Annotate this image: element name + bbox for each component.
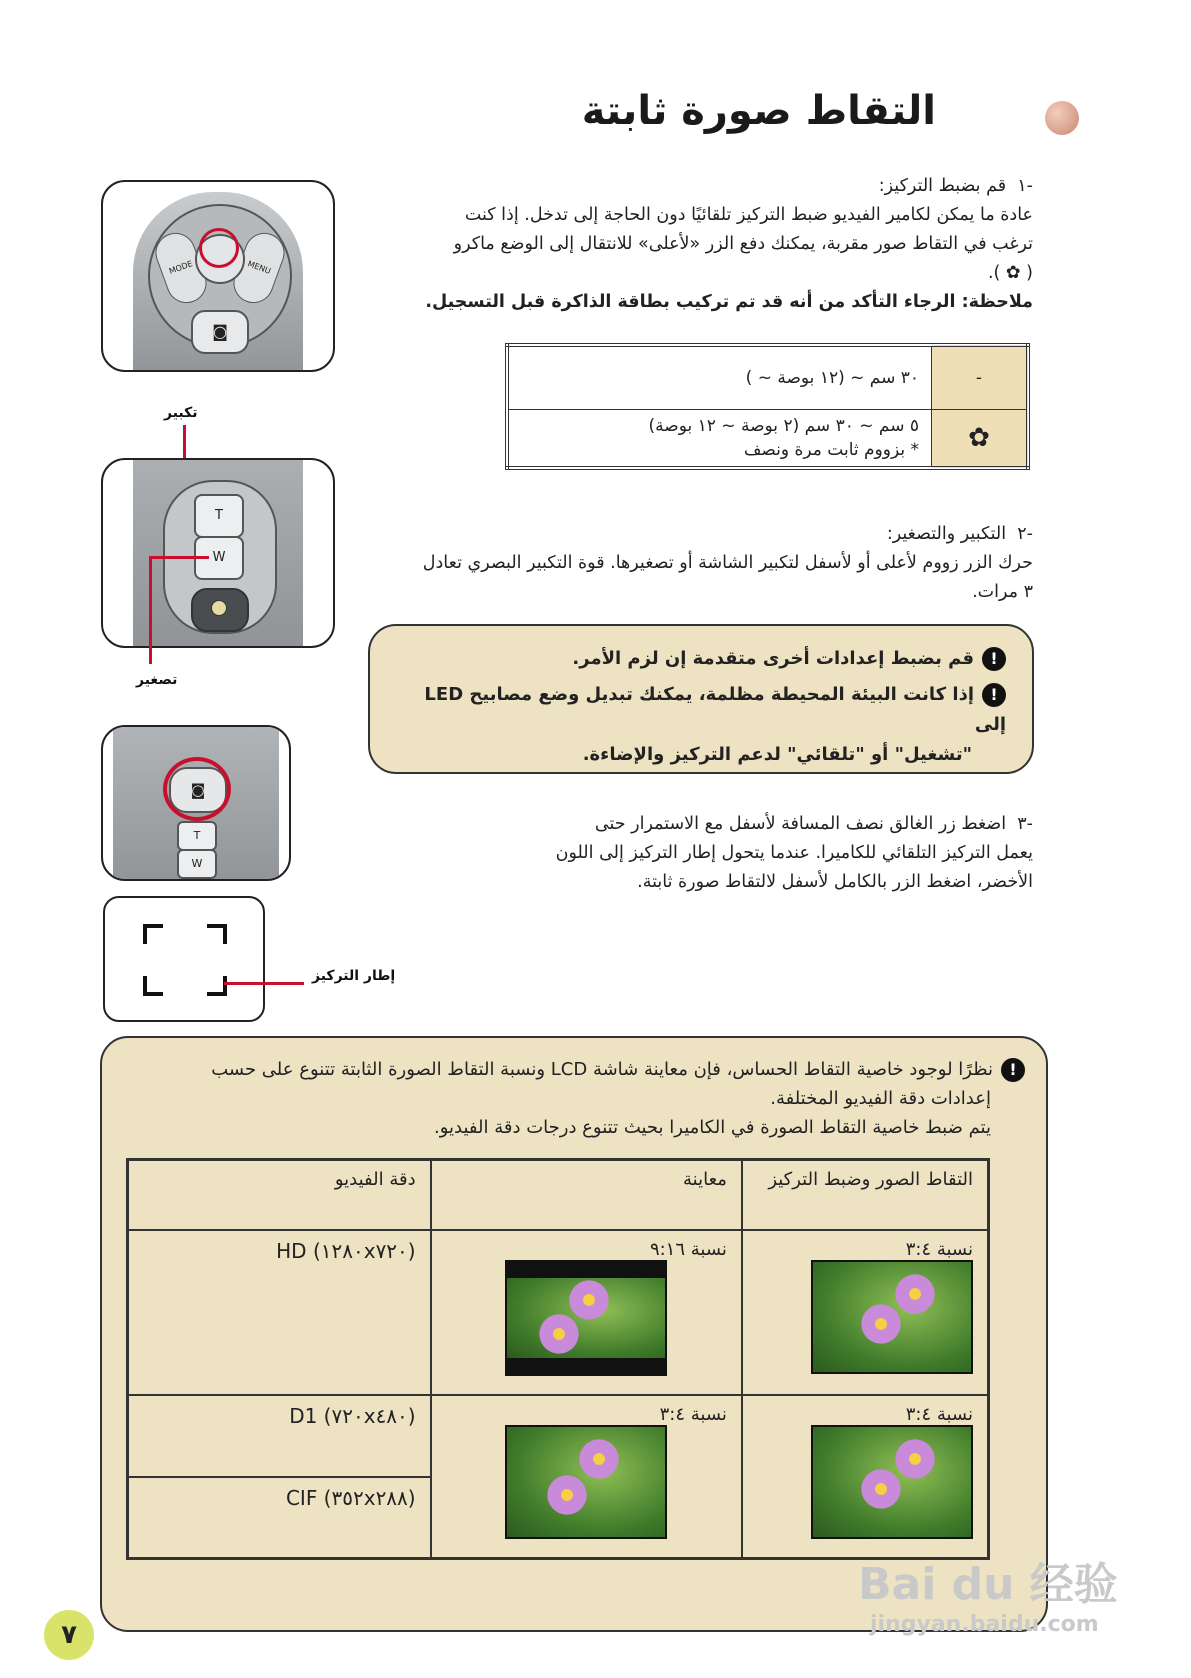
header-cell: معاينة: [431, 1160, 742, 1230]
step-2-heading: التكبير والتصغير:: [886, 524, 1007, 544]
info-line: يتم ضبط خاصية التقاط الصورة في الكاميرا بحيث تتنوع درجات دقة الفيديو.: [433, 1117, 991, 1138]
zoom-out-label: تصغير: [136, 672, 178, 688]
normal-mode-icon: -: [932, 345, 1029, 410]
resolution-info-text: [145, 1055, 1025, 1142]
page-number: ٧: [44, 1610, 94, 1660]
warning-icon: !: [1001, 1058, 1025, 1082]
info-line: !نظرًا لوجود خاصية التقاط الحساس، فإن معاينة شاشة LCD ونسبة التقاط الصورة الثابتة تتنوع على حسب: [145, 1055, 1025, 1084]
pointer-line: [149, 556, 152, 664]
ratio-label: نسبة ٣:٤: [659, 1403, 727, 1425]
flower-image: [577, 1437, 621, 1481]
focus-range-table: [505, 343, 1030, 470]
resolution-cell: CIF (٣٥٢x٢٨٨): [128, 1477, 431, 1559]
w-button: W: [194, 536, 244, 580]
watermark-logo: Bai du 经验: [858, 1559, 1118, 1610]
zoom-rocker-illustration: [101, 458, 335, 648]
shutter-button: ◙: [169, 767, 227, 813]
flower-image: [567, 1278, 611, 1322]
flower-image: [893, 1272, 937, 1316]
t-button: T: [177, 821, 217, 851]
flower-image: [859, 1302, 903, 1346]
watermark-url: jingyan.baidu.com: [870, 1612, 1099, 1637]
table-row: [507, 345, 1028, 410]
page-title: التقاط صورة ثابتة: [581, 88, 936, 134]
frame-corner: [207, 976, 227, 996]
w-button: W: [177, 849, 217, 879]
preview-cell: [431, 1395, 742, 1559]
flower-image: [537, 1312, 581, 1356]
zoom-in-label: تكبير: [164, 405, 198, 421]
step-2-number: -٢: [1017, 524, 1033, 544]
preview-thumbnail: [505, 1260, 667, 1376]
step-2-line: حرك الزر زووم لأعلى أو لأسفل لتكبير الشاشة أو تصغيرها. قوة التكبير البصري تعادل: [422, 553, 1033, 573]
table-row: [128, 1395, 989, 1477]
warning-icon: !: [982, 683, 1006, 707]
ratio-label: نسبة ٩:١٦: [649, 1238, 727, 1260]
info-line: إعدادات دقة الفيديو المختلفة.: [770, 1088, 991, 1109]
macro-icon: ✿: [932, 410, 1029, 469]
step-1-note: ملاحظة: الرجاء التأكد من أنه قد تم تركيب بطاقة الذاكرة قبل التسجيل.: [425, 292, 1033, 312]
camera-icon: ◙: [191, 310, 249, 354]
step-3-number: -٣: [1017, 814, 1033, 834]
tip-box-advanced: [368, 624, 1034, 774]
header-cell: دقة الفيديو: [128, 1160, 431, 1230]
tip-item: !إذا كانت البيئة المحيطة مظلمة، يمكنك تبديل وضع مصابيح LED إلى: [424, 684, 1006, 735]
ratio-label: نسبة ٣:٤: [905, 1238, 973, 1260]
menu-button: MENU: [228, 227, 290, 308]
resolution-table: [126, 1158, 990, 1560]
table-row: [507, 410, 1028, 469]
step-2-line: ٣ مرات.: [972, 582, 1033, 602]
capture-cell: [742, 1395, 989, 1559]
preview-cell: [431, 1230, 742, 1395]
capture-thumbnail: [811, 1425, 973, 1539]
flower-image: [893, 1437, 937, 1481]
pointer-line: [224, 982, 304, 985]
table-header-row: [128, 1160, 989, 1230]
highlight-circle: [199, 228, 239, 268]
frame-corner: [143, 924, 163, 944]
step-3: -٣ اضغط زر الغالق نصف المسافة لأسفل مع الاستمرار حتى يعمل التركيز التلقائي للكاميرا. عندما يتحول إطار التركيز إلى اللون الأخضر، اضغط الزر بالكامل لأسفل لالتقاط صورة ثابتة.: [473, 810, 1033, 897]
flower-image: [859, 1467, 903, 1511]
t-button: T: [194, 494, 244, 538]
range-text: ٣٠ سم ~ (١٢ بوصة ~ ): [507, 345, 932, 410]
header-cell: التقاط الصور وضبط التركيز: [742, 1160, 989, 1230]
step-3-line: يعمل التركيز التلقائي للكاميرا. عندما يتحول إطار التركيز إلى اللون: [555, 843, 1033, 863]
ratio-label: نسبة ٣:٤: [905, 1403, 973, 1425]
step-1-number: -١: [1017, 176, 1033, 196]
focus-frame-illustration: [103, 896, 265, 1022]
range-text: ٥ سم ~ ٣٠ سم (٢ بوصة ~ ١٢ بوصة) * بزووم ثابت مرة ونصف: [507, 410, 932, 469]
title-bullet-icon: [1045, 101, 1079, 135]
camera-dial-illustration: [101, 180, 335, 372]
record-dot-icon: [211, 600, 227, 616]
step-1-line: ( ✿ ).: [987, 263, 1033, 283]
tip-item: !قم بضبط إعدادات أخرى متقدمة إن لزم الأمر.: [390, 644, 1006, 674]
mode-button: MODE: [150, 227, 212, 308]
tip-item-continued: "تشغيل" أو "تلقائي" لدعم التركيز والإضاءة.: [582, 744, 972, 765]
frame-corner: [143, 976, 163, 996]
step-3-line: الأخضر، اضغط الزر بالكامل لأسفل لالتقاط صورة ثابتة.: [637, 872, 1033, 892]
resolution-cell: HD (١٢٨٠x٧٢٠): [128, 1230, 431, 1395]
preview-thumbnail: [505, 1425, 667, 1539]
capture-thumbnail: [811, 1260, 973, 1374]
step-1-line: ترغب في التقاط صور مقربة، يمكنك دفع الزر «لأعلى» للانتقال إلى الوضع ماكرو: [453, 234, 1033, 254]
step-2: [333, 520, 1033, 607]
highlight-circle: [163, 757, 231, 821]
pointer-line: [149, 556, 209, 559]
table-row: [128, 1230, 989, 1395]
step-1-line: عادة ما يمكن لكامير الفيديو ضبط التركيز تلقائيًا دون الحاجة إلى تدخل. إذا كنت: [464, 205, 1033, 225]
step-1: [353, 172, 1033, 317]
warning-icon: !: [982, 647, 1006, 671]
shutter-illustration: [101, 725, 291, 881]
focus-frame-label: إطار التركيز: [312, 968, 396, 984]
step-1-heading: قم بضبط التركيز:: [878, 176, 1007, 196]
capture-cell: [742, 1230, 989, 1395]
flower-image: [545, 1473, 589, 1517]
resolution-cell: D1 (٧٢٠x٤٨٠): [128, 1395, 431, 1477]
frame-corner: [207, 924, 227, 944]
